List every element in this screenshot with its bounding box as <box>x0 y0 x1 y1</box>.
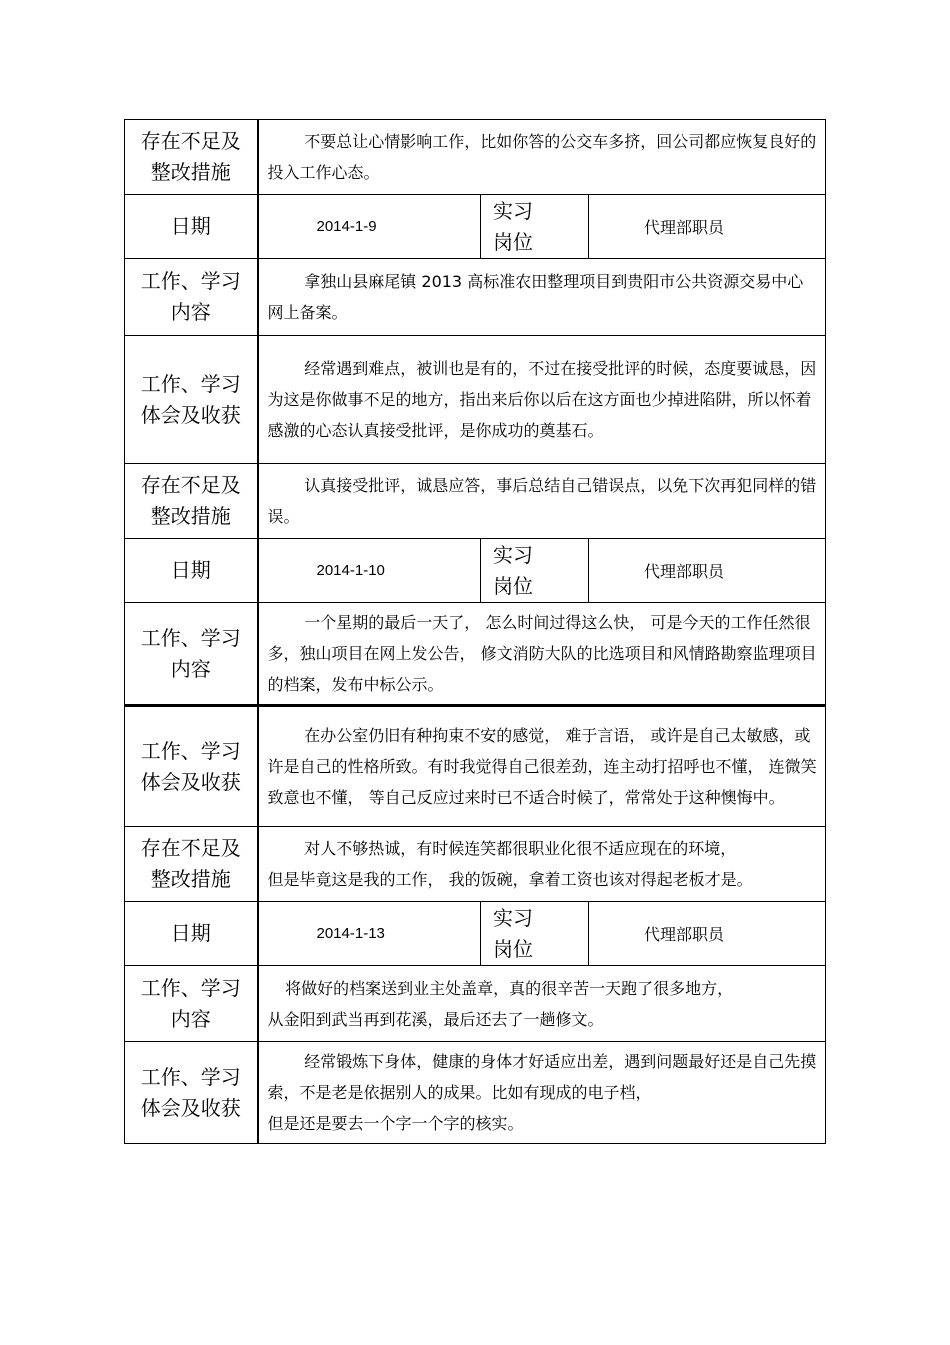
row-content: 认真接受批评，诚恳应答，事后总结自己错误点，以免下次再犯同样的错误。 <box>258 464 826 539</box>
date-row <box>125 195 826 259</box>
post-label: 实习 岗位 <box>481 902 589 966</box>
date-row <box>125 539 826 603</box>
row-content: 不要总让心情影响工作，比如你答的公交车多挤，回公司都应恢复良好的投入工作心态。 <box>258 120 826 195</box>
internship-log-table <box>124 119 825 1144</box>
row-label: 工作、学习 体会及收获 <box>125 1042 258 1144</box>
date-value: 2014-1-9 <box>258 195 481 259</box>
date-row <box>125 902 826 966</box>
date-label: 日期 <box>125 539 258 603</box>
table-row <box>125 827 826 902</box>
table-row <box>125 336 826 464</box>
date-label: 日期 <box>125 195 258 259</box>
post-value: 代理部职员 <box>589 902 826 966</box>
row-label: 工作、学习 体会及收获 <box>125 336 258 464</box>
date-label: 日期 <box>125 902 258 966</box>
row-label: 存在不足及 整改措施 <box>125 827 258 902</box>
post-label: 实习 岗位 <box>481 539 589 603</box>
row-content: 将做好的档案送到业主处盖章，真的很辛苦一天跑了很多地方， 从金阳到武当再到花溪，最后还去了一趟修文。 <box>258 966 826 1042</box>
row-label: 工作、学习 体会及收获 <box>125 706 258 827</box>
date-value: 2014-1-10 <box>258 539 481 603</box>
row-content: 经常遇到难点，被训也是有的，不过在接受批评的时候，态度要诚恳，因为这是你做事不足的地方，指出来后你以后在这方面也少掉进陷阱，所以怀着感激的心态认真接受批评，是你成功的奠基石。 <box>258 336 826 464</box>
row-content: 经常锻炼下身体，健康的身体才好适应出差，遇到问题最好还是自己先摸索，不是老是依据别人的成果。比如有现成的电子档， 但是还是要去一个字一个字的核实。 <box>258 1042 826 1144</box>
date-value: 2014-1-13 <box>258 902 481 966</box>
row-label: 存在不足及 整改措施 <box>125 120 258 195</box>
table-row <box>125 603 826 706</box>
row-label: 工作、学习 内容 <box>125 259 258 336</box>
row-label: 工作、学习 内容 <box>125 603 258 706</box>
post-value: 代理部职员 <box>589 539 826 603</box>
post-label: 实习 岗位 <box>481 195 589 259</box>
row-content: 在办公室仍旧有种拘束不安的感觉， 难于言语， 或许是自己太敏感，或许是自己的性格所致。有时我觉得自己很差劲，连主动打招呼也不懂， 连微笑致意也不懂， 等自己反应过来时已不适合时候了，常常处于这种懊悔中。 <box>258 706 826 827</box>
row-content: 拿独山县麻尾镇 2013 高标准农田整理项目到贵阳市公共资源交易中心网上备案。 <box>258 259 826 336</box>
table-row <box>125 706 826 827</box>
table-row <box>125 966 826 1042</box>
table-row <box>125 259 826 336</box>
table-row <box>125 120 826 195</box>
row-label: 工作、学习 内容 <box>125 966 258 1042</box>
table-row <box>125 464 826 539</box>
row-content: 一个星期的最后一天了， 怎么时间过得这么快， 可是今天的工作任然很多，独山项目在网上发公告， 修文消防大队的比选项目和风情路勘察监理项目的档案，发布中标公示。 <box>258 603 826 706</box>
post-value: 代理部职员 <box>589 195 826 259</box>
row-content: 对人不够热诚，有时候连笑都很职业化很不适应现在的环境， 但是毕竟这是我的工作， 我的饭碗，拿着工资也该对得起老板才是。 <box>258 827 826 902</box>
row-label: 存在不足及 整改措施 <box>125 464 258 539</box>
table-row <box>125 1042 826 1144</box>
